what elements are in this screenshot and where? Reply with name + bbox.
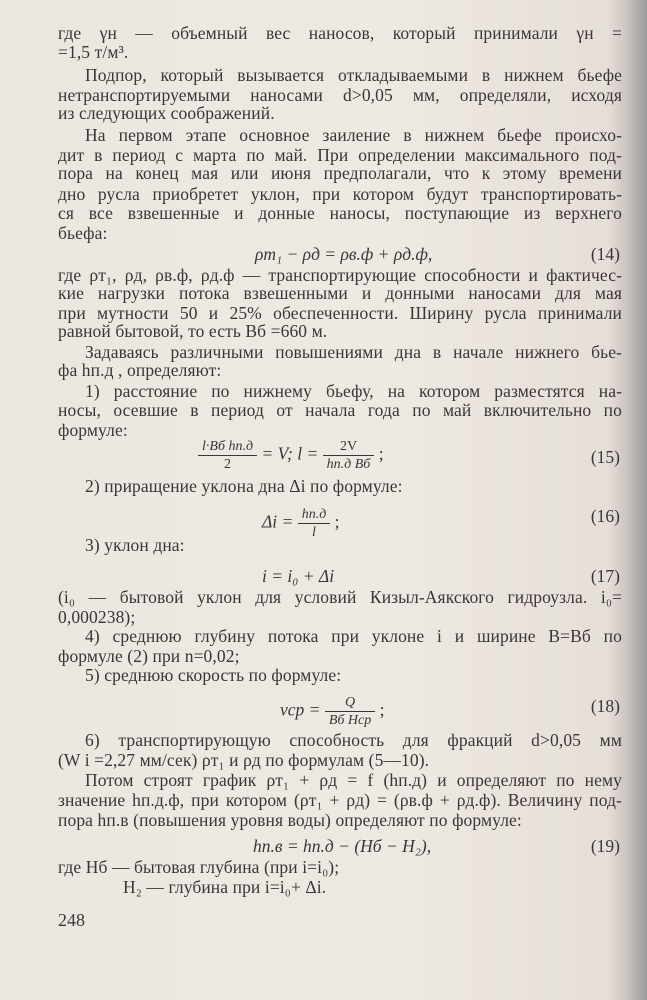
text-line: 4) среднюю глубину потока при уклоне i и ширине B=Bб по [85,626,622,646]
denominator: l [312,525,316,540]
equation-text: ; [378,443,384,464]
fraction [325,694,375,729]
equation-text: Δi = [262,511,294,532]
text-line: (W i =2,27 мм/сек) ρт₁ и ρд по формулам (5—10). [58,750,430,770]
text-line: равной бытовой, то есть Bб =660 м. [58,321,328,341]
equation-text: hп.в = hп.д − (Hб − H₂), [253,836,432,856]
text-line: 5) среднюю скорость по формуле: [85,665,342,685]
denominator: Bб Hср [328,713,372,728]
denominator: 2 [224,457,232,472]
text-line: нетранспортируемыми наносами d>0,05 мм, определяли, исходя [58,85,622,105]
text-line: 6) транспортирующую способность для фракций d>0,05 мм [85,730,622,750]
text-line: где γн — объемный вес наносов, который принимали γн = [58,23,622,43]
text-line: ся все взвешенные и донные наносы, поступающие из верхнего [58,203,622,223]
equation-text: i = i₀ + Δi [262,566,335,586]
numerator: 2V [323,438,375,456]
equation-number: (14) [590,244,620,264]
equation-text: ; [379,699,385,720]
text-line: 0,000238); [58,607,136,627]
text-line: 2) приращение уклона дна Δi по формуле: [85,476,403,496]
page-number: 248 [58,910,85,930]
text-line: где Hб — бытовая глубина (при i=i₀); [58,857,340,877]
equation-text: ρт₁ − ρд = ρв.ф + ρд.ф, [255,244,433,264]
equation-number: (19) [590,836,620,856]
text-line: 3) уклон дна: [85,535,185,555]
equation-text: vср = [280,699,321,720]
equation-18 [280,694,385,729]
equation-17 [262,566,334,586]
text-line: кие нагрузки потока взвешенными и донными наносами для мая [58,283,622,303]
text-line: =1,5 т/м³. [58,42,129,62]
text-line: при мутности 50 и 25% обеспеченности. Ширину русла принимали [58,303,622,323]
equation-16 [262,506,340,541]
text-line: 1) расстояние по нижнему бьефу, на котором разместятся на- [85,381,622,401]
equation-15 [198,438,384,473]
numerator: Q [325,694,375,712]
numerator: l·Bб hп.д [198,438,257,456]
text-line: Задаваясь различными повышениями дна в начале нижнего бье- [85,342,622,362]
text-line: из следующих соображений. [58,103,275,123]
fraction [323,438,375,473]
equation-number: (18) [590,696,620,716]
text-line: формуле (2) при n=0,02; [58,646,240,666]
equation-14 [255,244,432,264]
equation-19 [253,836,431,856]
text-line: пора hп.в (повышения уровня воды) определяют по формуле: [58,810,522,830]
text-line: носы, осевшие в период от начала года по май включительно по [58,400,622,420]
numerator: hп.д [298,506,331,524]
fraction [298,506,331,541]
text-line: дно русла приобретет уклон, при котором будут транспортировать- [58,184,622,204]
text-line: формуле: [58,420,128,440]
text-line: дит в период с марта по май. При определении максимального под- [58,145,622,165]
equation-number: (17) [590,566,620,586]
text-line: бьефа: [58,223,108,243]
text-line: где ρт₁, ρд, ρв.ф, ρд.ф — транспортирующие способности и фактичес- [58,265,622,285]
denominator: hп.д Bб [326,457,371,472]
text-line: пора на конец мая или июня предполагали, что к этому времени [58,163,622,183]
equation-text: ; [334,511,340,532]
text-line: значение hп.д.ф, при котором (ρт₁ + ρд) = (ρв.ф + ρд.ф). Величину под- [58,790,622,810]
text-line: фа hп.д , определяют: [58,360,222,380]
text-line: Потом строят график ρт₁ + ρд = f (hп.д) и определяют по нему [85,770,622,790]
text-line: H₂ — глубина при i=i₀+ Δi. [123,877,327,897]
text-line: (i₀ — бытовой уклон для условий Кизыл-Аякского гидроузла. i₀= [58,587,622,607]
fraction [198,438,257,473]
equation-number: (15) [590,447,620,467]
equation-text: = V; l = [261,443,319,464]
text-line: На первом этапе основное заиление в нижнем бьефе происхо- [85,125,622,145]
text-line: Подпор, который вызывается откладываемыми в нижнем бьефе [85,65,622,85]
equation-number: (16) [590,506,620,526]
